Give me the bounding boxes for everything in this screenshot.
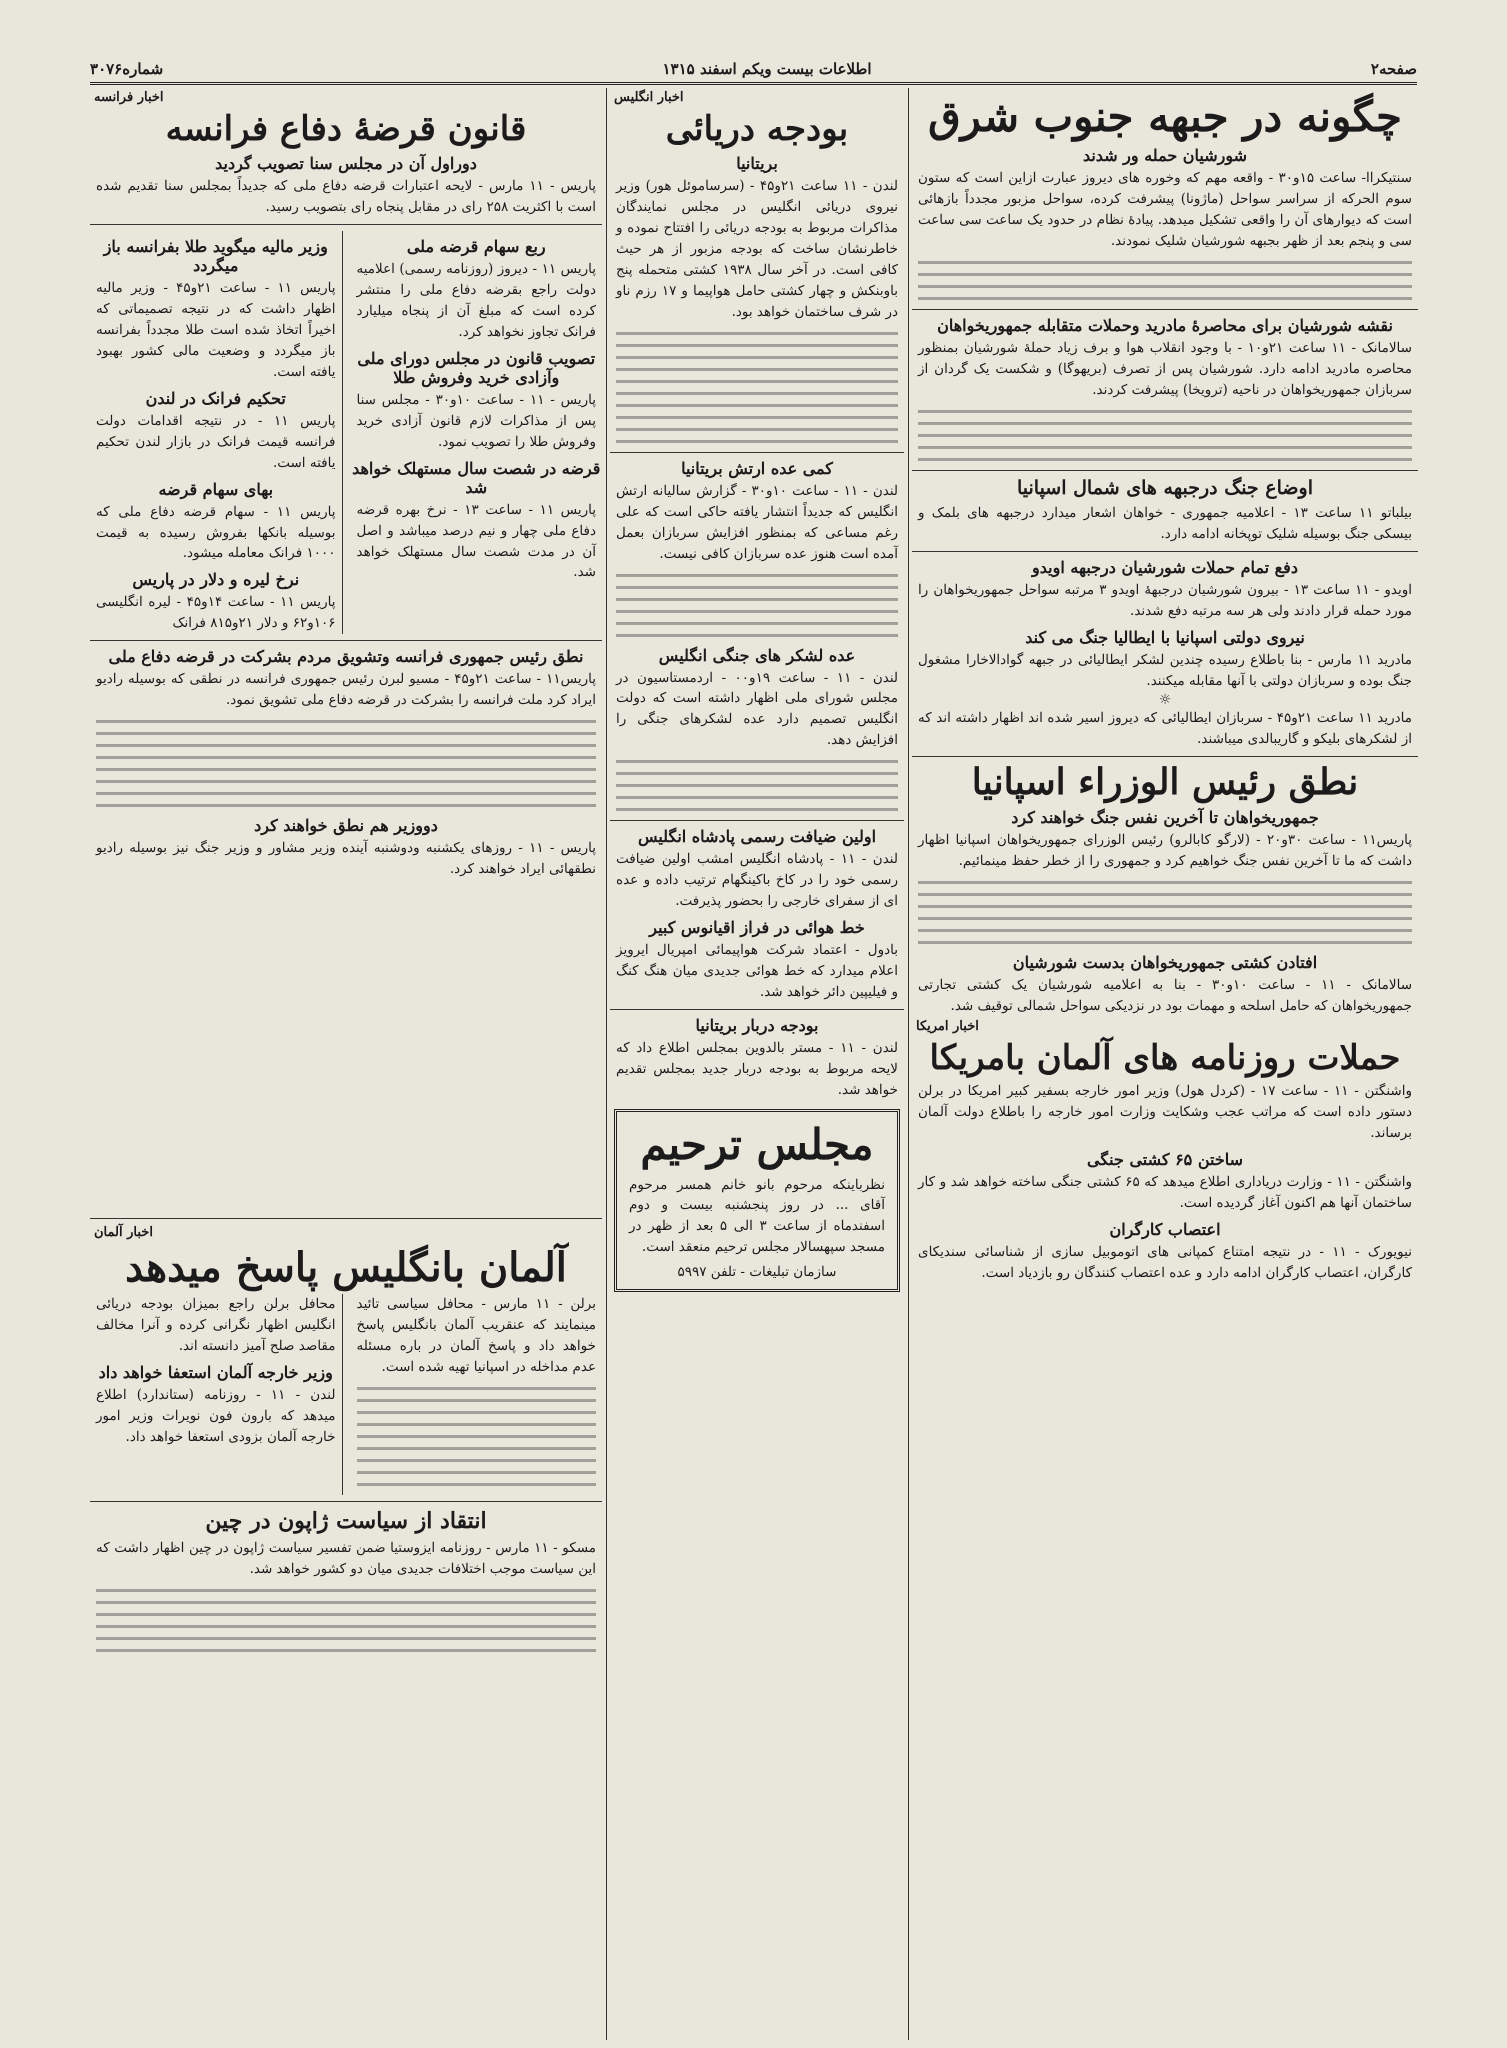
- subcolumn-right: [351, 1294, 603, 1495]
- article-text: مادرید ۱۱ مارس - بنا باطلاع رسیده چندین لشکر ایطالیائی در جبهه گوادالاخارا مشغول جنگ بوده و سربازان دولتی با آنها مقابله میکنند.: [918, 652, 1412, 690]
- heading-king-banquet: اولین ضیافت رسمی پادشاه انگلیس: [637, 827, 877, 847]
- heading-gold-trade: تصویب قانون در مجلس دورای ملی وآزادی خرید وفروش طلا: [357, 348, 596, 387]
- article-text: سالامانک - ۱۱ - ساعت ۱۰و۳۰ - بنا به اعلامیه شورشیان یک کشتی تجارتی جمهوریخواهان که حامل اسلحه و مهمات بود در نزدیکی سواحل شمالی توقیف شد.: [918, 977, 1412, 1015]
- article-text: پاریس۱۱ - ساعت ۳۰و۲۰ - (لارگو کابالرو) رئیس الوزرای جمهوریخواهان اسپانیا اظهار داشت که ما تا آخرین نفس جنگ خواهیم کرد و جمهوری را از خطر حفظ مینمائیم.: [918, 832, 1413, 870]
- article-text: پاریس ۱۱ - ساعت ۱۳ - نرخ بهره قرضه دفاع ملی چهار و نیم درصد میباشد و اصل آن در مدت شصت سال مستهلک خواهد شد.: [356, 501, 596, 581]
- headline-southeast-front: چگونه در جبهه جنوب شرق: [928, 92, 1402, 141]
- banner-spain-pm-speech: نطق رئیس الوزراء اسپانیا: [971, 760, 1359, 803]
- article-text: پاریس - ۱۱ - روزهای یکشنبه ودوشنبه آینده وزیر مشاور و وزیر جنگ نیز بوسیله رادیو نطقهائی ایراد خواهند کرد.: [96, 840, 596, 877]
- text-filler: [918, 881, 1412, 944]
- text-filler: [918, 410, 1412, 461]
- subcolumn-left: [90, 231, 343, 634]
- heading-president-speech: نطق رئیس جمهوری فرانسه وتشویق مردم بشرکت در قرضه دفاع ملی: [108, 647, 584, 667]
- heading-madrid-siege: نقشه شورشیان برای محاصرهٔ مادرید وحملات متقابله جمهوریخواهان: [937, 315, 1393, 335]
- subhead-britain: بریتانیا: [736, 154, 778, 174]
- heading-foreign-minister-resign: وزیر خارجه آلمان استعفا خواهد داد: [98, 1362, 333, 1382]
- column-rule: [908, 88, 909, 2040]
- banner-subhead: جمهوریخواهان تا آخرین نفس جنگ خواهند کرد: [1011, 808, 1319, 828]
- article-text: واشنگتن - ۱۱ - وزارت دریاداری اطلاع میدهد که ۶۵ کشتی جنگی ساخته خواهد شد و کار ساختمان آنها هم اکنون آغاز گردیده است.: [918, 1174, 1412, 1212]
- star-ornament: ☼: [1158, 691, 1172, 708]
- article-text: پاریس - ۱۱ - ساعت ۱۰و۳۰ - مجلس سنا پس از مذاکرات لازم قانون آزادی خرید وفروش طلا را تصویب نمود.: [356, 391, 596, 450]
- two-column-block: [90, 231, 602, 634]
- text-filler: [357, 1387, 597, 1486]
- article-text: اویدو - ۱۱ ساعت ۱۳ - بیرون شورشیان درجبههٔ اویدو ۳ مرتبه سواحل جمهوریخواهان را مورد حمله قرار دادند ولی هر سه مرتبه دفع شدند.: [918, 582, 1412, 620]
- article-text: مادرید ۱۱ ساعت ۲۱و۴۵ - سربازان ایطالیائی که دیروز اسیر شده اند اظهار داشته اند که از لشکرهای بلیکو و گاریبالدی میباشند.: [918, 709, 1412, 747]
- text-filler: [96, 1589, 596, 1652]
- heading-two-ministers: دووزیر هم نطق خواهند کرد: [254, 816, 438, 836]
- heading-workers-strike: اعتصاب کارگران: [1109, 1220, 1221, 1240]
- heading-northern-front: اوضاع جنگ درجبهه های شمال اسپانیا: [1016, 476, 1314, 499]
- issue-number: شماره۳۰۷۶: [90, 60, 164, 78]
- heading-loan-price: بهای سهام قرضه: [158, 479, 274, 499]
- section-label-germany: اخبار آلمان: [94, 1225, 153, 1240]
- article-text: لندن - ۱۱ - ساعت ۱۰و۳۰ - گزارش سالیانه ارتش انگلیس که جدیداً انتشار یافته حاکی است که علی رغم مساعی که بمنظور افزایش سربازان بعمل آمده است هنوز عده سربازان کافی نیست.: [616, 482, 899, 562]
- article-text: مسکو - ۱۱ مارس - روزنامه ایزوستیا ضمن تفسیر سیاست ژاپون در چین اظهار داشت که این سیاست موجب اختلافات جدیدی میان دو کشور خواهد شد.: [96, 1540, 596, 1577]
- headline-germany-replies: آلمان بانگلیس پاسخ میدهد: [125, 1244, 567, 1291]
- heading-pacific-airline: خط هوائی در فراز اقیانوس کبیر: [649, 917, 865, 937]
- headline-german-press-america: حملات روزنامه های آلمان بامریکا: [929, 1038, 1401, 1079]
- article-text: لندن - ۱۱ - پادشاه انگلیس امشب اولین ضیافت رسمی خود را در کاخ باکینگهام ترتیب داده و عده ای از سفرای خارجی را بحضور پذیرفت.: [616, 851, 898, 910]
- article-text: برلن - ۱۱ مارس - محافل سیاسی تائید مینمایند که عنقریب آلمان بانگلیس پاسخ خواهد داد و پاسخ آلمان در باره مسئله عدم مداخله در اسپانیا تهیه شده است.: [356, 1296, 596, 1375]
- heading-65-warships: ساختن ۶۵ کشتی جنگی: [1086, 1150, 1244, 1170]
- heading-ship-captured: افتادن کشتی جمهوریخواهان بدست شورشیان: [1012, 953, 1318, 973]
- text-filler: [616, 332, 898, 443]
- section-label-france: اخبار فرانسه: [94, 90, 164, 105]
- heading-army-shortage: کمی عده ارتش بریتانیا: [681, 458, 833, 478]
- article-text: پاریس ۱۱ - در نتیجه اقدامات دولت فرانسه قیمت فرانک در بازار لندن تحکیم یافته است.: [96, 412, 336, 471]
- text-filler: [96, 720, 596, 807]
- section-label-america: اخبار امریکا: [916, 1019, 979, 1035]
- subcolumn-left: [90, 1294, 343, 1495]
- subhead-senate-approval: دوراول آن در مجلس سنا تصویب گردید: [215, 154, 477, 174]
- article-text: پاریس ۱۱ - ساعت ۲۱و۴۵ - وزیر مالیه اظهار داشت که در نتیجه تصمیماتی که اخیراً اتخاذ شده است طلا مجدداً بفرانسه باز میگردد و وضعیت مالی کشور بهبود یافته است.: [96, 280, 336, 380]
- article-text: بیلباتو ۱۱ ساعت ۱۳ - اعلامیه جمهوری - خواهان اشعار میدارد درجبهه های بلمک و بیسکی جنگ بوسیله شلیک توپخانه ادامه دارد.: [918, 505, 1413, 543]
- headline-naval-budget: بودجه دریائی: [665, 109, 849, 149]
- article-text: لندن - ۱۱ - روزنامه (ستاندارد) اطلاع میدهد که بارون فون نویرات وزیر امور خارجه آلمان بزودی استعفا خواهد داد.: [96, 1386, 336, 1445]
- notice-title: مجلس ترحیم: [640, 1119, 874, 1169]
- memorial-notice: [614, 1109, 900, 1293]
- heading-court-budget: بودجه دربار بریتانیا: [695, 1015, 819, 1035]
- article-text: پاریس ۱۱ - ساعت ۱۴و۴۵ - لیره انگلیسی ۱۰۶و۶۲ و دلار ۲۱و۸۱۵ فرانک: [96, 594, 336, 632]
- text-filler: [616, 760, 898, 811]
- article-text: نیویورک - ۱۱ - در نتیجه امتناع کمپانی های اتوموبیل سازی از شناسائی سندیکای کارگران، اعتصاب کارگران ادامه دارد و عده اعتصاب کنندگان رو بازدیاد است.: [918, 1244, 1412, 1282]
- heading-japan-policy-criticism: انتقاد از سیاست ژاپون در چین: [205, 1507, 487, 1534]
- headline-france-defense-loan: قانون قرضهٔ دفاع فرانسه: [165, 109, 527, 149]
- issue-line: اطلاعات بیست ویکم اسفند ۱۳۱۵: [662, 60, 872, 78]
- column-bottom-left: [90, 1212, 602, 2040]
- column-left: [90, 88, 602, 1208]
- notice-text: نظرباینکه مرحوم بانو خانم همسر مرحوم آقای ... در روز پنجشنبه بیست و دوم اسفندماه از ساعت ۳ الی ۵ بعد از ظهر در مسجد سپهسالار مجلس ترحیم منعقد است.: [629, 1176, 885, 1256]
- heading-sixty-years: قرضه در شصت سال مستهلک خواهد شد: [352, 458, 601, 497]
- heading-pound-dollar: نرخ لیره و دلار در پاریس: [132, 570, 300, 590]
- article-text: واشنگتن - ۱۱ - ساعت ۱۷ - (کردل هول) وزیر امور خارجه بسفیر کبیر امریکا در برلن دستور داده است که مراتب عجب وشکایت وزارت امور خارجه را باطلاع دولت آلمان برساند.: [918, 1083, 1413, 1142]
- subhead-rebels-attack: شورشیان حمله ور شدند: [1082, 146, 1248, 166]
- notice-footer: سازمان تبلیغات - تلفن ۵۹۹۷: [677, 1264, 837, 1281]
- article-text: سالامانک - ۱۱ ساعت ۲۱و۱۰ - با وجود انقلاب هوا و برف زیاد حملهٔ شورشیان بمنظور محاصره مادرید ادامه دارد. شورشیان پس از تصرف (بریهوگا) و شکست یک گردان از سربازان جمهوریخواهان در ناحیه (ترویخا) پیشرفت کردند.: [918, 339, 1412, 398]
- article-text: پاریس - ۱۱ مارس - لایحه اعتبارات قرضه دفاع ملی که جدیداً بمجلس سنا تقدیم شده است با اکثریت ۲۵۸ رای در مقابل پنجاه رای بتصویب رسید.: [96, 178, 596, 216]
- heading-italy-fight: نیروی دولتی اسپانیا با ایطالیا جنگ می کند: [1025, 628, 1305, 648]
- article-text: لندن - ۱۱ - مستر بالدوین بمجلس اطلاع داد که لایحه مربوط به بودجه دربار جدید بمجلس تقدیم خواهد شد.: [616, 1039, 898, 1098]
- subcolumn-right: [351, 231, 603, 634]
- article-text: محافل برلن راجع بمیزان بودجه دریائی انگلیس اظهار نگرانی کرده و آنرا مخالف مقاصد صلح آمیز دانسته اند.: [96, 1296, 336, 1354]
- heading-national-loan-shares: ربع سهام قرضه ملی: [406, 237, 546, 257]
- article-text: سنتیکراا- ساعت ۱۵و۳۰ - واقعه مهم که وخوره های دیروز عبارت ازاین است که ستون سوم الحرکه از سراسر سواحل (ماژونا) پیشرفت کرده، سواحل مزبور مجدداً بازهائی است که دیوارهای آن را واقعی تشکیل میدهد. پیادهٔ نظام در حدود یک ساعت سی ساعت سی و پنجم بعد از ظهر بجبهه شورشیان شلیک نمودند.: [918, 170, 1412, 249]
- heading-franc-london: تحکیم فرانک در لندن: [145, 388, 286, 408]
- article-text: پاریس ۱۱ - دیروز (روزنامه رسمی) اعلامیه دولت راجع بقرضه دفاع ملی را منتشر کرده است که مبلغ آن از پنجاه میلیارد فرانک تجاوز نخواهد کرد.: [356, 261, 596, 340]
- heading-gold-returns: وزیر مالیه میگوید طلا بفرانسه باز میگردد: [103, 237, 328, 276]
- heading-army-divisions: عده لشکر های جنگی انگلیس: [658, 645, 856, 665]
- article-text: پاریس۱۱ - ساعت ۲۱و۴۵ - مسیو لبرن رئیس جمهوری فرانسه در نطقی که بوسیله رادیو ایراد کرد ملت فرانسه را بشرکت در قرضه دفاع ملی تشویق نمود.: [96, 671, 596, 709]
- heading-oviedo: دفع تمام حملات شورشیان درجبهه اویدو: [1032, 558, 1298, 578]
- column-middle: [610, 88, 904, 2040]
- two-column-block: [90, 1294, 602, 1495]
- column-rule: [606, 88, 607, 2040]
- page-label: صفحه۲: [1370, 60, 1417, 78]
- article-text: پاریس ۱۱ - سهام قرضه دفاع ملی که بوسیله بانکها بفروش رسیده به قیمت ۱۰۰۰ فرانک معامله میشود.: [96, 503, 336, 562]
- section-label-england: اخبار انگلیس: [614, 90, 684, 105]
- article-text: بادول - اعتماد شرکت هواپیمائی امپریال ایرویز اعلام میدارد که خط هوائی جدیدی میان هنگ کنگ و فیلیپین دائر خواهد شد.: [616, 941, 898, 1000]
- text-filler: [616, 574, 898, 637]
- page-header: [90, 56, 1417, 85]
- article-text: لندن - ۱۱ ساعت ۲۱و۴۵ - (سرساموئل هور) وزیر نیروی دریائی انگلیس در مجلس نمایندگان مذاکرات مربوط به بودجه دریائی را افتتاح نموده و خاطرنشان ساخت که بودجه مزبور از هر حیث کافی است. در آخر سال ۱۹۳۸ کشتی متحمله پنج باوبنکش و چهار کشتی حامل هواپیما و ۱۷ رزم ناو در شرف ساختمان خواهد بود.: [616, 178, 899, 320]
- text-filler: [918, 261, 1412, 300]
- article-text: لندن - ۱۱ - ساعت ۱۹و۰۰ - اردمستاسیون در مجلس شورای ملی اظهار داشته است که دولت انگلیس تصمیم دارد عده لشکرهای جنگی را افزایش دهد.: [616, 669, 899, 749]
- column-right: [912, 88, 1418, 2040]
